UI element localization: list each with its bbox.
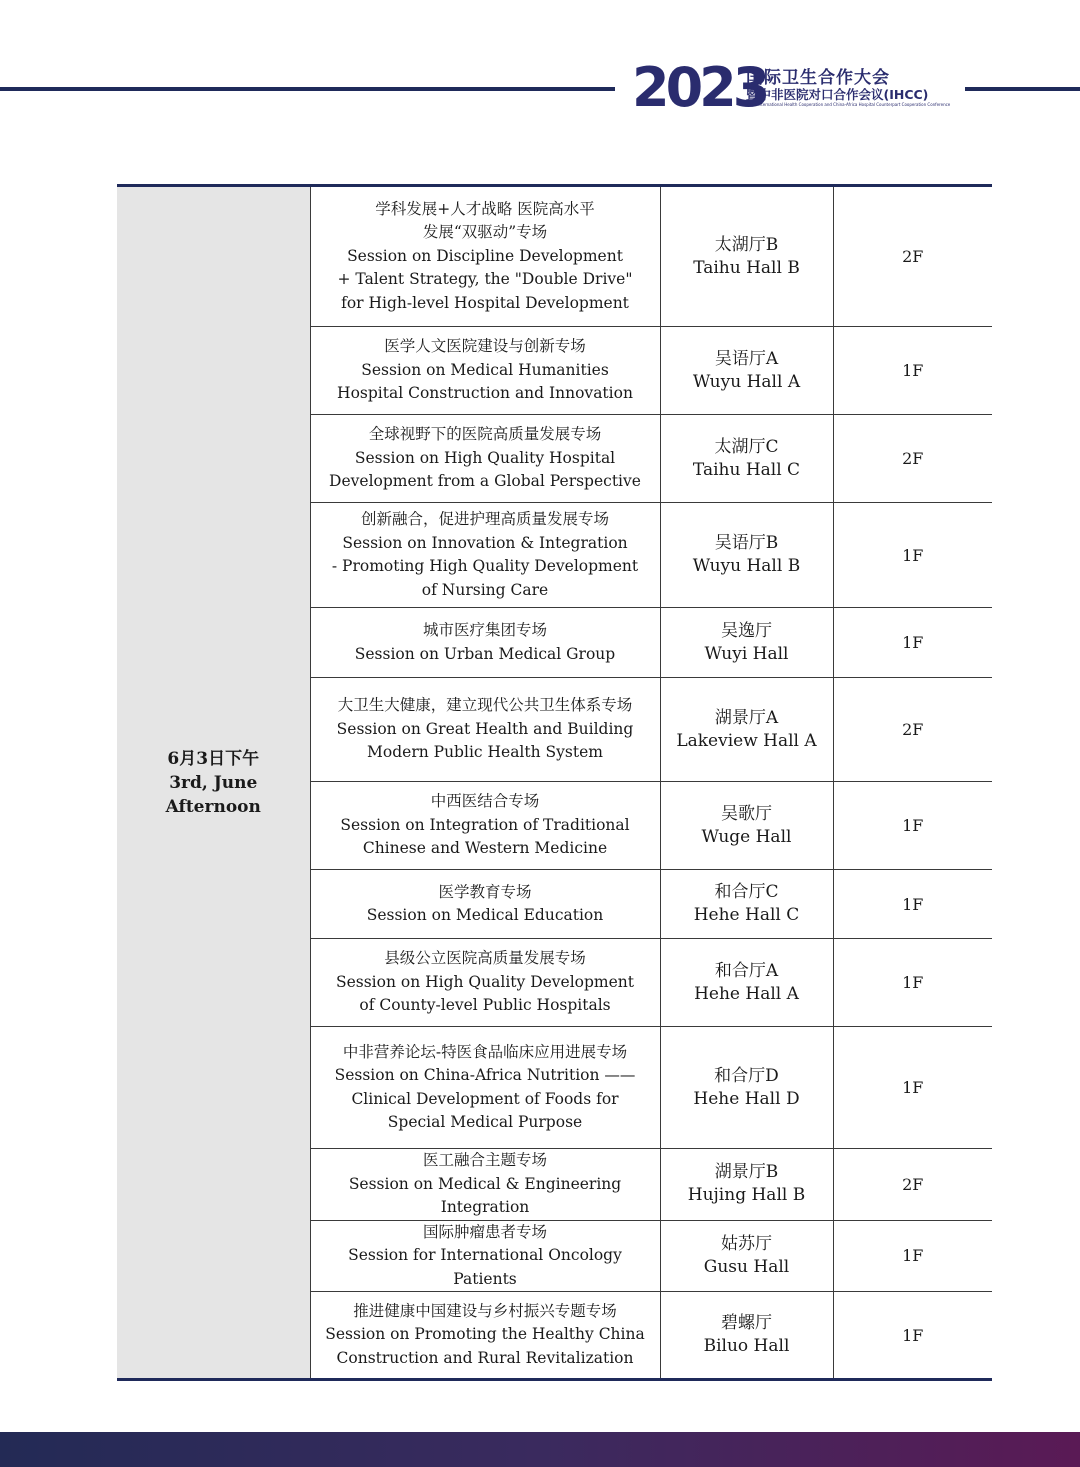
session-name-en: Session on China-Africa Nutrition —— Clinical Development of Foods for Special Medical Purpose (334, 1066, 636, 1131)
hall-cell (660, 186, 833, 327)
hall-name-cn: 湖景厅A (714, 707, 779, 728)
session-name-cn: 城市医疗集团专场 (422, 621, 547, 639)
session-cell (310, 678, 660, 782)
floor-cell (833, 1027, 992, 1149)
floor-cell (833, 1220, 992, 1292)
session-cell (310, 1220, 660, 1292)
session-name-en: Session on Medical Humanities Hospital Construction and Innovation (337, 360, 633, 403)
floor-cell (833, 1149, 992, 1221)
session-name-cn: 创新融合，促进护理高质量发展专场 (360, 510, 609, 528)
session-name-cn: 大卫生大健康，建立现代公共卫生体系专场 (337, 696, 633, 715)
hall-name-cn: 太湖厅C (714, 436, 779, 457)
hall-cell (660, 1027, 833, 1149)
floor-cell (833, 503, 992, 608)
session-cell (310, 870, 660, 939)
floor-cell (833, 939, 992, 1027)
hall-cell (660, 1149, 833, 1221)
floor-cell (833, 415, 992, 503)
session-name-cn: 县级公立医院高质量发展专场 (384, 949, 586, 968)
logo-subtitle-en: 2023 International Health Cooperation and China-Africa Hospital Counterpart Cooperation Conference (746, 102, 951, 107)
hall-name-cn: 太湖厅B (714, 234, 779, 255)
floor-cell (833, 678, 992, 782)
floor-label: 2F (902, 720, 924, 739)
hall-cell (660, 782, 833, 870)
hall-name-cn: 和合厅A (714, 960, 779, 981)
floor-label: 1F (902, 894, 924, 914)
hall-name-cn: 吴逸厅 (721, 620, 772, 641)
hall-name-en: Taihu Hall C (692, 459, 801, 480)
session-name-en: Session on Innovation & Integration - Promoting High Quality Development of Nursing Care (331, 533, 639, 599)
hall-name-cn: 碧螺厅 (721, 1313, 772, 1333)
date-en: 3rd, June Afternoon (165, 772, 261, 817)
session-name-en: Session on High Quality Development of County-level Public Hospitals (335, 972, 635, 1015)
header-rule-right (965, 87, 1080, 91)
hall-cell (660, 678, 833, 782)
session-name-cn: 中非营养论坛-特医食品临床应用进展专场 (342, 1042, 628, 1061)
floor-label: 1F (902, 361, 924, 380)
floor-label: 2F (902, 1174, 924, 1194)
hall-cell (660, 608, 833, 678)
floor-cell (833, 327, 992, 415)
logo-title: 国际卫生合作大会 (746, 68, 890, 88)
hall-cell (660, 939, 833, 1027)
session-cell (310, 939, 660, 1027)
hall-cell (660, 503, 833, 608)
session-cell (310, 608, 660, 678)
floor-cell (833, 870, 992, 939)
session-name-en: Session on Integration of Traditional Chinese and Western Medicine (340, 815, 630, 858)
hall-name-en: Wuyu Hall A (692, 371, 801, 392)
hall-name-en: Wuge Hall (701, 826, 792, 847)
session-name-en: Session on Urban Medical Group (354, 644, 616, 663)
session-name-en: Session on Promoting the Healthy China Construction and Rural Revitalization (325, 1325, 645, 1367)
session-name-cn: 推进健康中国建设与乡村振兴专题专场 (353, 1301, 617, 1320)
session-name-cn: 中西医结合专场 (430, 792, 540, 811)
hall-name-en: Lakeview Hall A (676, 730, 817, 751)
hall-name-cn: 吴语厅A (714, 348, 779, 369)
hall-name-en: Hujing Hall B (687, 1185, 806, 1206)
floor-label: 1F (902, 1246, 924, 1266)
schedule-table (117, 184, 992, 1381)
hall-name-en: Wuyu Hall B (692, 556, 801, 576)
logo-year: 2023 (632, 56, 767, 119)
hall-name-cn: 吴歌厅 (721, 803, 772, 824)
hall-cell (660, 415, 833, 503)
hall-name-en: Hehe Hall A (694, 983, 799, 1004)
session-name-cn: 学科发展+人才战略 医院高水平 发展“双驱动”专场 (375, 199, 595, 242)
hall-name-cn: 湖景厅B (714, 1162, 779, 1183)
session-cell (310, 503, 660, 608)
session-name-cn: 医工融合主题专场 (422, 1151, 547, 1169)
session-name-cn: 医学人文医院建设与创新专场 (384, 337, 586, 356)
floor-cell (833, 186, 992, 327)
floor-label: 2F (902, 449, 924, 468)
hall-name-cn: 和合厅D (714, 1065, 779, 1086)
session-name-en: Session on Discipline Development + Talent Strategy, the "Double Drive" for High-level Hospital Development (337, 246, 633, 312)
hall-cell (660, 327, 833, 415)
session-name-cn: 国际肿瘤患者专场 (422, 1222, 547, 1241)
hall-name-en: Wuyi Hall (704, 643, 789, 664)
hall-name-cn: 姑苏厅 (721, 1233, 772, 1254)
floor-cell (833, 782, 992, 870)
session-cell (310, 415, 660, 503)
session-cell (310, 1292, 660, 1380)
session-name-en: Session on Great Health and Building Modern Public Health System (336, 719, 634, 762)
session-cell (310, 1149, 660, 1221)
hall-cell (660, 1292, 833, 1380)
hall-cell (660, 870, 833, 939)
floor-cell (833, 608, 992, 678)
table-row (117, 186, 992, 327)
session-name-en: Session for International Oncology Patients (348, 1246, 622, 1288)
floor-label: 2F (902, 247, 924, 266)
floor-cell (833, 1292, 992, 1380)
floor-label: 1F (902, 1325, 924, 1345)
date-cell (117, 186, 310, 1380)
date-cn: 6月3日下午 (167, 748, 260, 769)
hall-name-en: Gusu Hall (703, 1256, 790, 1277)
hall-name-en: Taihu Hall B (693, 257, 800, 278)
footer-bar (0, 1432, 1080, 1467)
session-cell (310, 186, 660, 327)
session-name-cn: 全球视野下的医院高质量发展专场 (368, 425, 602, 444)
hall-name-en: Hehe Hall C (693, 905, 800, 925)
session-cell (310, 782, 660, 870)
hall-name-cn: 吴语厅B (714, 533, 779, 553)
session-name-en: Session on Medical Education (366, 906, 604, 924)
session-cell (310, 327, 660, 415)
session-name-cn: 医学教育专场 (438, 882, 532, 901)
floor-label: 1F (902, 1078, 924, 1097)
session-cell (310, 1027, 660, 1149)
floor-label: 1F (902, 973, 924, 992)
header-rule-left (0, 87, 615, 91)
hall-name-en: Hehe Hall D (693, 1088, 800, 1109)
floor-label: 1F (902, 816, 924, 835)
logo-subtitle: 暨中非医院对口合作会议(IHCC) (746, 87, 929, 102)
floor-label: 1F (902, 633, 924, 652)
floor-label: 1F (902, 545, 924, 565)
hall-name-cn: 和合厅C (714, 882, 779, 902)
hall-name-en: Biluo Hall (703, 1336, 790, 1356)
hall-cell (660, 1220, 833, 1292)
session-name-en: Session on High Quality Hospital Development from a Global Perspective (329, 448, 641, 491)
session-name-en: Session on Medical & Engineering Integration (348, 1174, 622, 1216)
